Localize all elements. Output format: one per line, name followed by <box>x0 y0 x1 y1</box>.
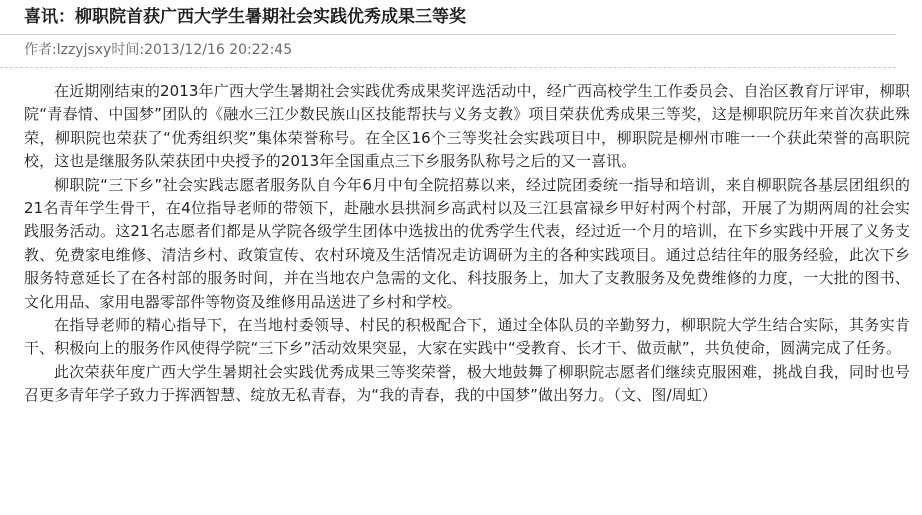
article-meta <box>24 41 910 59</box>
body-paragraph-2: 柳职院“三下乡”社会实践志愿者服务队自今年6月中旬全院招募以来，经过院团委统一指导和培训，来自柳职院各基层团组织的21名青年学生骨干，在4位指导老师的带领下，赴融水县拱洞乡高武村以及三江县富禄乡甲好村两个村部，开展了为期两周的社会实践服务活动。这21名志愿者们都是从学院各级学生团体中选拔出的优秀学生代表，经过近一个月的培训，在下乡实践中开展了义务支教、免费家电维修、清洁乡村、政策宣传、农村环境及生活情况走访调研为主的各种实践项目。通过总结往年的服务经验，此次下乡服务特意延长了在各村部的服务时间，并在当地农户急需的文化、科技服务上，加大了支教服务及免费维修的力度，一大批的图书、文化用品、家用电器零部件等物资及维修用品送进了乡村和学校。 <box>24 175 910 311</box>
publish-time: 2013/12/16 20:22:45 <box>144 42 293 58</box>
author-label: 作者: <box>24 42 57 58</box>
title-divider <box>0 34 896 35</box>
article-body <box>24 80 910 408</box>
time-label: 时间: <box>111 42 145 58</box>
body-paragraph-3: 在指导老师的精心指导下，在当地村委领导、村民的积极配合下，通过全体队员的辛勤努力，柳职院大学生结合实际，其务实肯干、积极向上的服务作风使得学院“三下乡”活动效果突显，大家在实践中“受教育、长才干、做贡献”，共负使命，圆满完成了任务。 <box>24 316 910 358</box>
body-paragraph-1: 在近期刚结束的2013年广西大学生暑期社会实践优秀成果奖评选活动中，经广西高校学生工作委员会、自治区教育厅评审，柳职院“青春情、中国梦”团队的《融水三江少数民族山区技能帮扶与义务支教》项目荣获优秀成果三等奖，这是柳职院历年来首次获此殊荣，柳职院也荣获了“优秀组织奖”集体荣誉称号。在全区16个三等奖社会实践项目中，柳职院是柳州市唯一一个获此荣誉的高职院校，这也是继服务队荣获团中央授予的2013年全国重点三下乡服务队称号之后的又一喜讯。 <box>24 82 910 171</box>
meta-divider <box>0 67 896 68</box>
article-title: 喜讯：柳职院首获广西大学生暑期社会实践优秀成果三等奖 <box>24 7 466 27</box>
body-paragraph-4: 此次荣获年度广西大学生暑期社会实践优秀成果三等奖荣誉，极大地鼓舞了柳职院志愿者们继续克服困难，挑战自我，同时也号召更多青年学子致力于挥洒智慧、绽放无私青春，为“我的青春，我的中国梦”做出努力。（文、图/周虹） <box>24 362 910 405</box>
author-name: lzzyjsxy <box>56 42 112 58</box>
